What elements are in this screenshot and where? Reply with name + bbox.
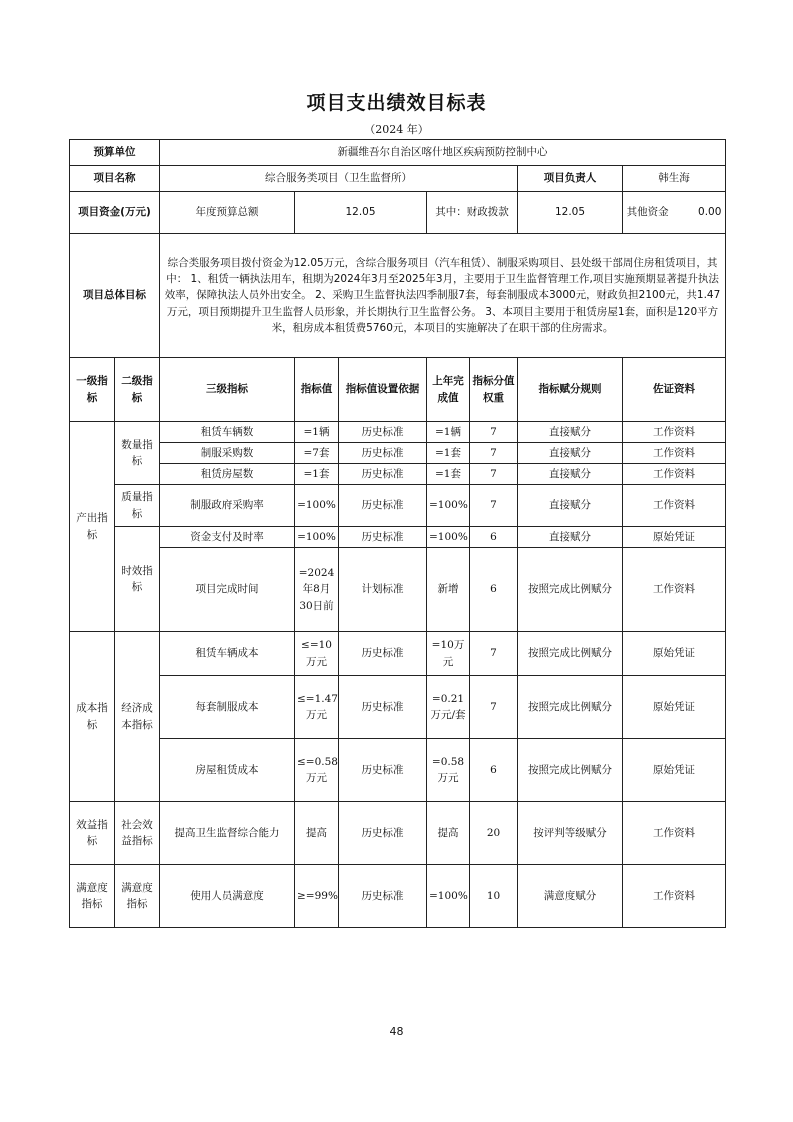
other-funds (623, 192, 726, 234)
project-name-value: 综合服务类项目（卫生监督所） (160, 166, 518, 192)
indicator-last: =0.21万元/套 (427, 676, 470, 739)
indicator-evidence: 原始凭证 (623, 739, 726, 802)
indicator-last: =100% (427, 485, 470, 527)
project-name-label: 项目名称 (70, 166, 160, 192)
indicator-evidence: 工作资料 (623, 464, 726, 485)
fund-label: 项目资金(万元) (70, 192, 160, 234)
group-econ-cost: 经济成本指标 (115, 632, 160, 802)
indicator-rule: 直接赋分 (518, 443, 623, 464)
indicator-basis: 历史标准 (339, 422, 427, 443)
indicator-last: =1辆 (427, 422, 470, 443)
table-row (70, 865, 726, 928)
goal-text: 综合类服务项目拨付资金为12.05万元，含综合服务项目（汽车租赁）、制服采购项目、县处级干部周住房租赁项目，其中： 1、租赁一辆执法用车，租期为2024年3月至2025年3月，主要用于卫生监督管理工作,项目实施预期显著提升执法效率，保障执法人员外出安全。 2、采购卫生监督执法四季制服7套，每套制服成本3000元，财政负担2100元，共1.47万元，项目预期提升卫生监督人员形象，并长期执行卫生监督公务。 3、本项目主要用于租赁房屋1套，面积是120平方米，租房成本租赁费5760元，本项目的实施解决了在职干部的住房需求。 (160, 234, 726, 358)
indicator-rule: 直接赋分 (518, 464, 623, 485)
unit-value: 新疆维吾尔自治区喀什地区疾病预防控制中心 (160, 140, 726, 166)
other-label: 其他资金 (626, 206, 669, 219)
table-row (70, 485, 726, 527)
indicator-basis: 历史标准 (339, 485, 427, 527)
owner-value: 韩生海 (623, 166, 726, 192)
fiscal-label: 其中：财政拨款 (427, 192, 518, 234)
col-level3: 三级指标 (160, 358, 295, 422)
indicator-value: ≤=10万元 (295, 632, 339, 676)
indicator-weight: 6 (470, 739, 518, 802)
indicator-name: 房屋租赁成本 (160, 739, 295, 802)
indicator-value: =1套 (295, 464, 339, 485)
group-quality: 质量指标 (115, 485, 160, 527)
indicator-evidence: 原始凭证 (623, 632, 726, 676)
group-quantity: 数量指标 (115, 422, 160, 485)
page-number: 48 (389, 1025, 404, 1038)
row-goal (70, 234, 726, 358)
performance-table (69, 139, 726, 928)
indicator-value: =7套 (295, 443, 339, 464)
indicator-evidence: 工作资料 (623, 865, 726, 928)
indicator-name: 项目完成时间 (160, 548, 295, 632)
indicator-weight: 7 (470, 632, 518, 676)
indicator-rule: 按照完成比例赋分 (518, 632, 623, 676)
indicator-rule: 按照完成比例赋分 (518, 548, 623, 632)
indicator-evidence: 工作资料 (623, 422, 726, 443)
col-basis: 指标值设置依据 (339, 358, 427, 422)
indicator-weight: 7 (470, 485, 518, 527)
year-label: （2024 年） (364, 123, 429, 136)
group-timeliness: 时效指标 (115, 527, 160, 632)
indicator-rule: 满意度赋分 (518, 865, 623, 928)
col-rule: 指标赋分规则 (518, 358, 623, 422)
table-row (70, 422, 726, 443)
indicator-rule: 直接赋分 (518, 527, 623, 548)
indicator-rule: 按照完成比例赋分 (518, 676, 623, 739)
indicator-weight: 6 (470, 527, 518, 548)
unit-label: 预算单位 (70, 140, 160, 166)
indicator-last: 提高 (427, 802, 470, 865)
indicator-basis: 历史标准 (339, 632, 427, 676)
indicator-rule: 按评判等级赋分 (518, 802, 623, 865)
group-satisfaction-2: 满意度指标 (115, 865, 160, 928)
owner-label: 项目负责人 (518, 166, 623, 192)
col-value: 指标值 (295, 358, 339, 422)
indicator-rule: 直接赋分 (518, 485, 623, 527)
indicator-last: =100% (427, 527, 470, 548)
row-project-name (70, 166, 726, 192)
row-column-headers (70, 358, 726, 422)
indicator-basis: 历史标准 (339, 443, 427, 464)
indicator-last: =1套 (427, 443, 470, 464)
group-cost: 成本指标 (70, 632, 115, 802)
indicator-value: 提高 (295, 802, 339, 865)
indicator-name: 提高卫生监督综合能力 (160, 802, 295, 865)
group-output: 产出指标 (70, 422, 115, 632)
indicator-rule: 直接赋分 (518, 422, 623, 443)
row-unit (70, 140, 726, 166)
row-fund (70, 192, 726, 234)
goal-label: 项目总体目标 (70, 234, 160, 358)
indicator-weight: 7 (470, 676, 518, 739)
indicator-basis: 历史标准 (339, 739, 427, 802)
indicator-basis: 历史标准 (339, 527, 427, 548)
col-level2: 二级指标 (115, 358, 160, 422)
fiscal-value: 12.05 (518, 192, 623, 234)
col-evidence: 佐证资料 (623, 358, 726, 422)
indicator-last: 新增 (427, 548, 470, 632)
indicator-name: 制服政府采购率 (160, 485, 295, 527)
indicator-name: 租赁车辆数 (160, 422, 295, 443)
table-row (70, 548, 726, 632)
group-benefit: 效益指标 (70, 802, 115, 865)
indicator-evidence: 工作资料 (623, 443, 726, 464)
group-satisfaction: 满意度指标 (70, 865, 115, 928)
indicator-value: =100% (295, 485, 339, 527)
indicator-last: =1套 (427, 464, 470, 485)
group-social-benefit: 社会效益指标 (115, 802, 160, 865)
indicator-name: 每套制服成本 (160, 676, 295, 739)
indicator-name: 制服采购数 (160, 443, 295, 464)
indicator-value: ≤=0.58万元 (295, 739, 339, 802)
indicator-basis: 历史标准 (339, 802, 427, 865)
indicator-last: =100% (427, 865, 470, 928)
indicator-evidence: 原始凭证 (623, 676, 726, 739)
indicator-evidence: 工作资料 (623, 802, 726, 865)
table-row (70, 527, 726, 548)
indicator-basis: 历史标准 (339, 676, 427, 739)
annual-budget-label: 年度预算总额 (160, 192, 295, 234)
indicator-name: 租赁房屋数 (160, 464, 295, 485)
annual-budget-value: 12.05 (295, 192, 427, 234)
indicator-value: ≤=1.47万元 (295, 676, 339, 739)
indicator-name: 资金支付及时率 (160, 527, 295, 548)
indicator-basis: 计划标准 (339, 548, 427, 632)
indicator-evidence: 工作资料 (623, 548, 726, 632)
indicator-weight: 7 (470, 443, 518, 464)
indicator-value: =1辆 (295, 422, 339, 443)
indicator-evidence: 原始凭证 (623, 527, 726, 548)
indicator-value: ≥=99% (295, 865, 339, 928)
indicator-weight: 7 (470, 422, 518, 443)
table-row (70, 632, 726, 676)
indicator-value: =2024年8月30日前 (295, 548, 339, 632)
page-title: 项目支出绩效目标表 (306, 92, 487, 114)
indicator-weight: 6 (470, 548, 518, 632)
table-row (70, 464, 726, 485)
indicator-value: =100% (295, 527, 339, 548)
col-weight: 指标分值权重 (470, 358, 518, 422)
indicator-weight: 7 (470, 464, 518, 485)
indicator-basis: 历史标准 (339, 464, 427, 485)
indicator-weight: 10 (470, 865, 518, 928)
indicator-weight: 20 (470, 802, 518, 865)
table-row (70, 443, 726, 464)
indicator-evidence: 工作资料 (623, 485, 726, 527)
indicator-last: =0.58万元 (427, 739, 470, 802)
indicator-name: 使用人员满意度 (160, 865, 295, 928)
other-value: 0.00 (698, 206, 722, 219)
table-row (70, 676, 726, 739)
col-last-year: 上年完成值 (427, 358, 470, 422)
indicator-rule: 按照完成比例赋分 (518, 739, 623, 802)
indicator-last: =10万元 (427, 632, 470, 676)
table-row (70, 802, 726, 865)
table-row (70, 739, 726, 802)
indicator-name: 租赁车辆成本 (160, 632, 295, 676)
col-level1: 一级指标 (70, 358, 115, 422)
indicator-basis: 历史标准 (339, 865, 427, 928)
